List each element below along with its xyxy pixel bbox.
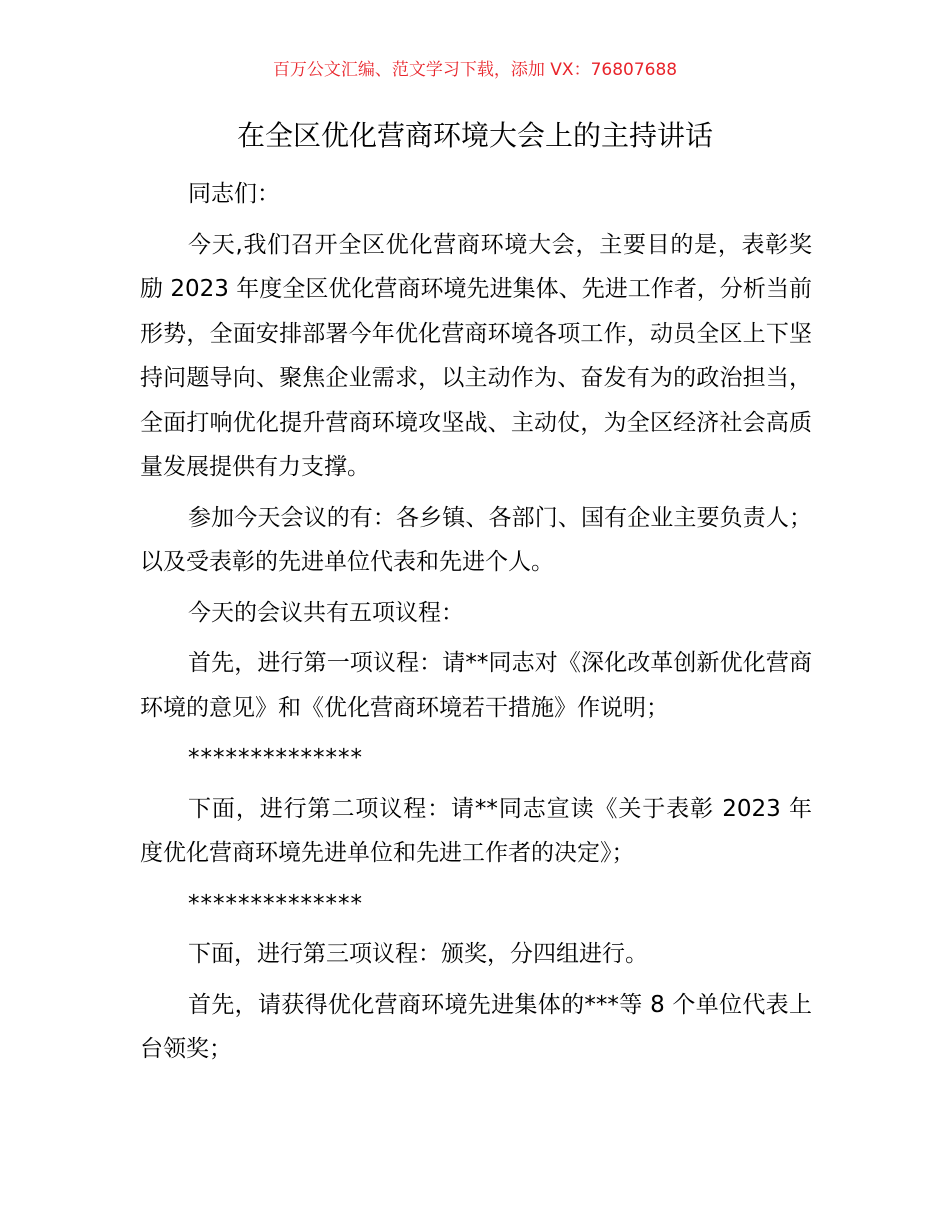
attendees-paragraph: 参加今天会议的有：各乡镇、各部门、国有企业主要负责人；以及受表彰的先进单位代表和先进个人。 — [140, 504, 812, 575]
award-group-1-paragraph: 首先，请获得优化营商环境先进集体的***等 8 个单位代表上台领奖； — [140, 991, 812, 1062]
agenda-intro-paragraph: 今天的会议共有五项议程： — [188, 599, 464, 626]
agenda-item-3-paragraph: 下面，进行第三项议程：颁奖，分四组进行。 — [188, 941, 648, 967]
placeholder-stars-1: ************** — [188, 745, 363, 771]
agenda-item-1-paragraph: 首先，进行第一项议程：请**同志对《深化改革创新优化营商环境的意见》和《优化营商环境若干措施》作说明； — [140, 650, 812, 721]
document-title: 在全区优化营商环境大会上的主持讲话 — [236, 119, 713, 152]
placeholder-stars-2: ************** — [188, 890, 363, 917]
purpose-paragraph: 今天,我们召开全区优化营商环境大会，主要目的是，表彰奖励 2023 年度全区优化营商环境先进集体、先进工作者，分析当前形势，全面安排部署今年优化营商环境各项工作，动员全区上下坚持问题导向、聚焦企业需求，以主动作为、奋发有为的政治担当，全面打响优化提升营商环境攻坚战、主动仗，为全区经济社会高质量发展提供有力支撑。 — [140, 231, 812, 480]
header-watermark-note: 百万公文汇编、范文学习下载，添加 VX：76807688 — [272, 60, 678, 80]
agenda-item-2-paragraph: 下面，进行第二项议程：请**同志宣读《关于表彰 2023 年度优化营商环境先进单位和先进工作者的决定》； — [140, 795, 812, 866]
document-body — [140, 172, 812, 1078]
salutation-paragraph: 同志们： — [188, 181, 280, 207]
